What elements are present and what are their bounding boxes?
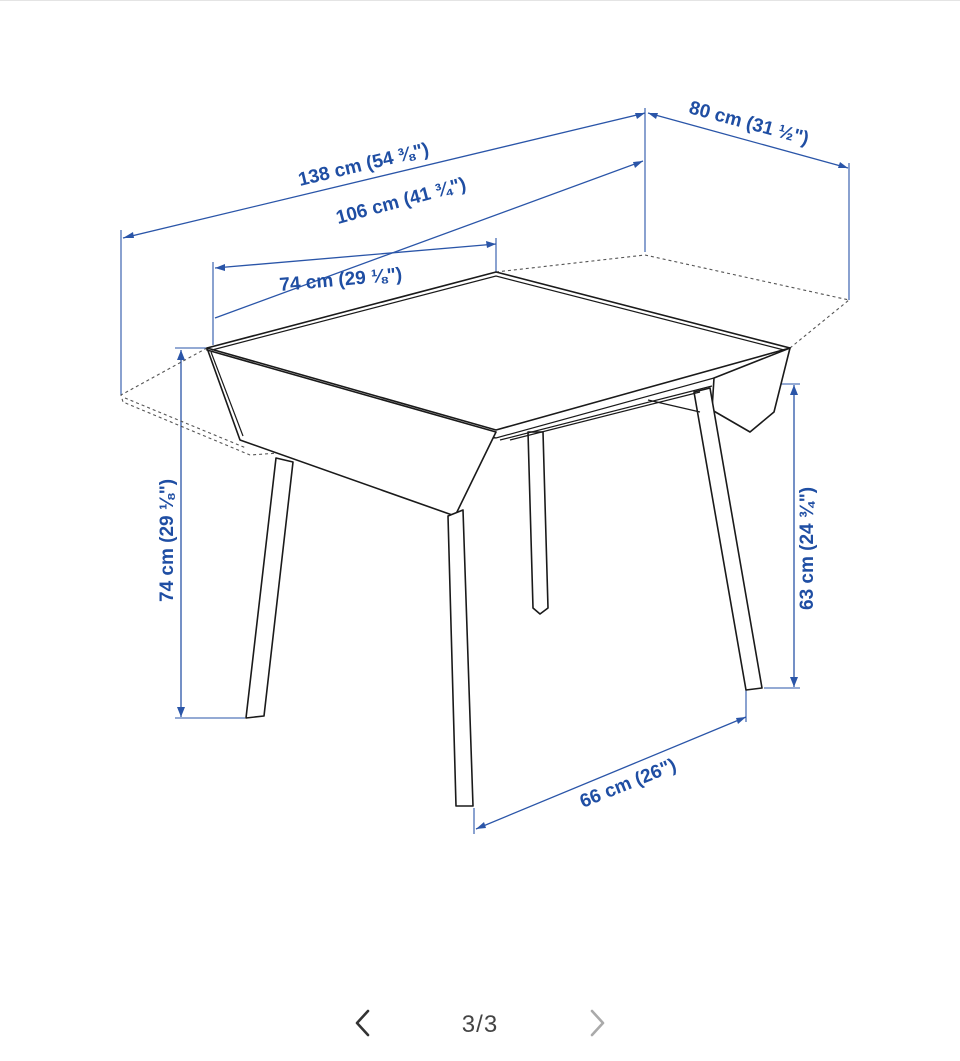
label-overall-length: 138 cm (54 ⅜"): [296, 139, 432, 191]
current-page: 3: [461, 1011, 477, 1038]
page-separator: /: [476, 1011, 484, 1038]
label-top-length: 74 cm (29 ⅛"): [278, 264, 404, 296]
label-height: 74 cm (29 ⅛"): [157, 478, 178, 602]
label-leg-span: 66 cm (26"): [577, 754, 680, 813]
label-depth: 80 cm (31 ½"): [686, 97, 812, 150]
total-pages: 3: [483, 1011, 499, 1038]
next-image-button[interactable]: [577, 1005, 617, 1045]
prev-image-button[interactable]: [343, 1005, 383, 1045]
chevron-right-icon: [577, 1005, 617, 1045]
label-mid-length: 106 cm (41 ¾"): [333, 173, 469, 229]
table-illustration: [121, 255, 849, 806]
dimension-lines: [121, 108, 849, 834]
page-indicator: [430, 1011, 530, 1039]
chevron-left-icon: [343, 1005, 383, 1045]
label-underside-height: 63 cm (24 ¾"): [797, 486, 818, 610]
